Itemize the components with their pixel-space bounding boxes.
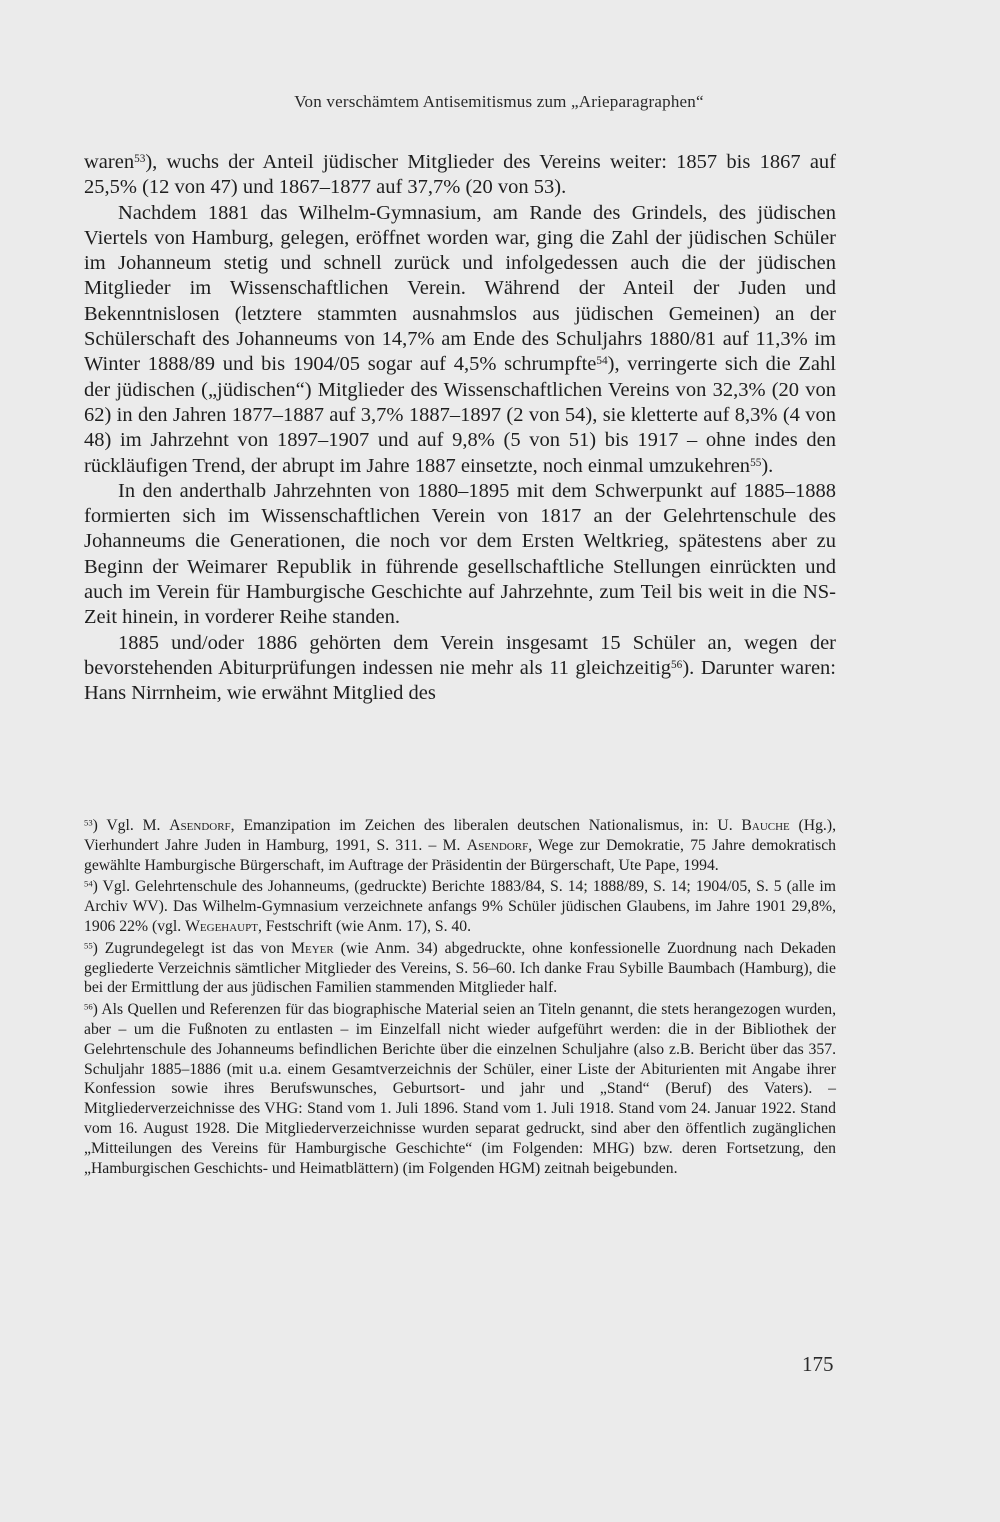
text-run: waren: [84, 151, 135, 173]
main-text: [84, 150, 836, 707]
footnote-mark: 55: [84, 940, 93, 951]
footnote-ref-54: 54: [596, 355, 608, 368]
text-run: ), wuchs der Anteil jüdischer Mitglieder des Vereins weiter: 1857 bis 1867 auf 25,5% (12 von 47) und 1867–1877 auf 37,7% (20 von 53).: [84, 151, 836, 199]
text-run: (Hg.), Vierhundert Jahre Juden in Hamburg, 1991, S. 311. – M.: [84, 817, 837, 854]
text-run: , Emanzipation im Zeichen des liberalen deutschen Nationalismus, in: U.: [230, 817, 742, 834]
footnote-mark: 53: [84, 817, 93, 828]
footnote-56: [84, 1000, 836, 1178]
author-name: Asendorf: [169, 817, 231, 834]
text-run: ) Vgl. M.: [92, 817, 170, 834]
footnote-ref-53: 53: [134, 152, 146, 165]
footnote-ref-56: 56: [671, 658, 683, 671]
footnote-54: [84, 877, 836, 936]
author-name: Meyer: [291, 939, 334, 957]
text-run: ), verringerte sich die Zahl der jüdischen („jüdischen“) Mitglieder des Wissenschaftlichen Vereins von 32,3% (20 von 62) in den Jahren 1877–1887 auf 3,7% 1887–1897 (2 von 54), sie kletterte auf 8,3% (4 von 48) im Jahrzehnt von 1897–1907 und auf 9,8% (5 von 51) bis 1917 – ohne indes den rückläufigen Trend, der abrupt im Jahre 1887 einsetzte, noch einmal umzukehren: [84, 353, 836, 477]
paragraph-3: In den anderthalb Jahrzehnten von 1880–1895 mit dem Schwerpunkt auf 1885–1888 formierten sich im Wissenschaftlichen Verein von 1817 an der Gelehrtenschule des Johanneums die Generationen, die noch vor dem Ersten Weltkrieg, spätestens aber zu Beginn der Weimarer Republik in führende gesellschaftliche Stellungen einrückten und auch im Verein für Hamburgische Geschichte auf Jahrzehnte, zum Teil bis weit in die NS-Zeit hinein, in vorderer Reihe standen.: [84, 479, 836, 629]
text-run: ) Vgl. Gelehrtenschule des Johanneums, (gedruckte) Berichte 1883/84, S. 14; 1888/89, S. 14; 1904/05, S. 5 (alle im Archiv WV). Das Wilhelm-Gymnasium verzeichnete anfangs 9% Schüler jüdischen Glaubens, im Jahre 1901 29,8%, 1906 22% (vgl.: [84, 878, 836, 935]
text-run: (wie Anm. 34) abgedruckte, ohne konfessionelle Zuordnung nach Dekaden gegliederte Verzeichnis sämtlicher Mitglieder des Vereins, S. 56–60. Ich danke Frau Sybille Baumbach (Hamburg), die bei der Ermittlung der aus jüdischen Familien stammenden Mitglieder half.: [84, 939, 836, 997]
footnote-ref-55: 55: [750, 456, 762, 469]
text-run: ).: [761, 454, 774, 477]
text-run: ) Als Quellen und Referenzen für das biographische Material seien an Titeln genannt, die stets herangezogen wurden, aber – um die Fußnoten zu entlasten – im Einzelfall nicht wieder aufgeführt werden: die in der Bibliothek der Gelehrtenschule des Johanneums befindlichen Berichte über die einzelnen Schuljahre (also z.B. Bericht über das 357. Schuljahr 1885–1886 (mit u.a. einem Gesamtverzeichnis der Schüler, einer Liste der Abiturienten mit Angabe ihrer Konfession sowie ihres Berufswunsches, Geburtsort- und jahr und „Stand“ (Beruf) des Vaters). – Mitgliederverzeichnisse des VHG: Stand vom 1. Juli 1896. Stand vom 1. Juli 1918. Stand vom 24. Januar 1922. Stand vom 16. August 1928. Die Mitgliederverzeichnisse wurden separat gedruckt, sind aber den öffentlich zugänglichen „Mitteilungen des Vereins für Hamburgische Geschichte“ (im Folgenden: MHG) bzw. deren Fortsetzung, den „Hamburgischen Geschichts- und Heimatblättern) (im Folgenden HGM) zeitnah beigebunden.: [84, 1001, 836, 1177]
text-run: , Festschrift (wie Anm. 17), S. 40.: [257, 917, 472, 935]
author-name: Asendorf: [466, 836, 529, 854]
footnote-mark: 54: [84, 878, 93, 889]
footnote-55: [84, 939, 836, 998]
author-name: Bauche: [741, 817, 790, 834]
paragraph-1: [84, 150, 836, 201]
paragraph-4: [84, 631, 836, 707]
paragraph-2: [84, 201, 836, 479]
footnote-53: [84, 816, 836, 875]
page-number: 175: [802, 1352, 834, 1376]
text-run: , Wege zur Demokratie, 75 Jahre demokratisch gewählte Hamburgische Bürgerschaft, im Auftrage der Präsidentin der Bürgerschaft, Ute Pape, 1994.: [84, 836, 836, 874]
text-run: ). Darunter waren: Hans Nirrnheim, wie erwähnt Mitglied des: [84, 656, 836, 705]
running-head: Von verschämtem Antisemitismus zum „Arieparagraphen“: [294, 92, 704, 111]
footnote-mark: 56: [84, 1001, 93, 1012]
author-name: Wegehaupt: [185, 917, 258, 935]
text-run: Nachdem 1881 das Wilhelm-Gymnasium, am Rande des Grindels, des jüdischen Viertels von Hamburg, gelegen, eröffnet worden war, ging die Zahl der jüdischen Schüler im Johanneum stetig und schnell zurück und infolgedessen auch die der jüdischen Mitglieder im Wissenschaftlichen Verein. Während der Anteil der Juden und Bekenntnislosen (letztere stammten ausnahmslos aus jüdischen Gemeinen) an der Schülerschaft des Johanneums von 14,7% am Ende des Schuljahrs 1880/81 auf 11,3% im Winter 1888/89 und bis 1904/05 sogar auf 4,5% schrumpfte: [84, 201, 836, 376]
text-run: ) Zugrundegelegt ist das von: [92, 939, 292, 957]
text-run: 1885 und/oder 1886 gehörten dem Verein insgesamt 15 Schüler an, wegen der bevorstehenden Abiturprüfungen indessen nie mehr als 11 gleichzeitig: [84, 631, 836, 679]
footnotes: [84, 816, 836, 1180]
